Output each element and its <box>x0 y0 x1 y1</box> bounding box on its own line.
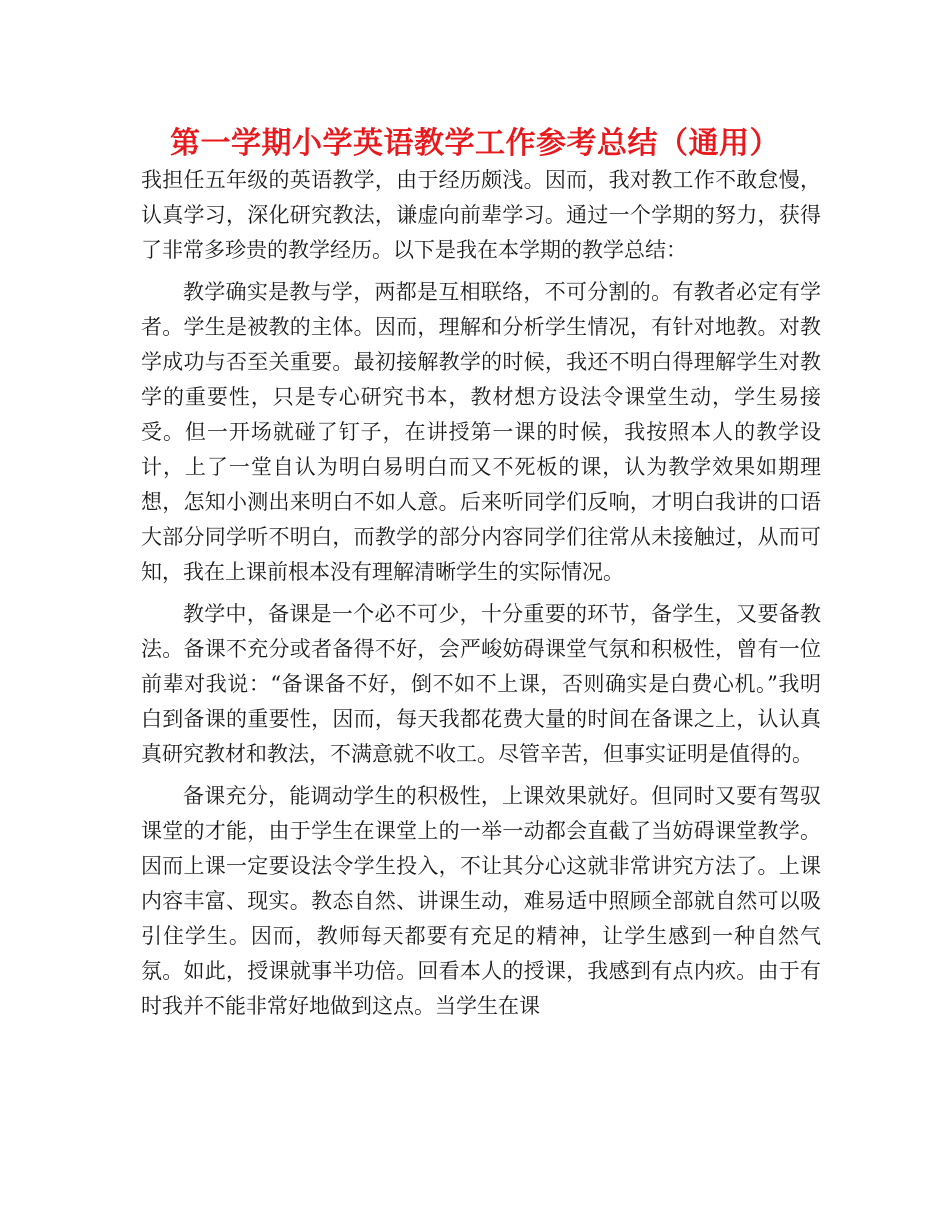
paragraph-lesson-preparation: 教学中，备课是一个必不可少，十分重要的环节，备学生，又要备教法。备课不充分或者备得不好，会严峻妨碍课堂气氛和积极性，曾有一位前辈对我说：“备课备不好，倒不如不上课，否则确实是白费心机。”我明白到备课的重要性，因而，每天我都花费大量的时间在备课之上，认认真真研究教材和教法，不满意就不收工。尽管辛苦，但事实证明是值得的。 <box>141 602 821 766</box>
document-title: 第一学期小学英语教学工作参考总结（通用） <box>170 126 780 161</box>
paragraph-intro: 我担任五年级的英语教学，由于经历颇浅。因而，我对教工作不敢怠慢，认真学习，深化研究教法，谦虚向前辈学习。通过一个学期的努力，获得了非常多珍贵的教学经历。以下是我在本学期的教学总结： <box>141 168 821 262</box>
paragraph-classroom-control: 备课充分，能调动学生的积极性，上课效果就好。但同时又要有驾驭课堂的才能，由于学生在课堂上的一举一动都会直截了当妨碍课堂教学。因而上课一定要设法令学生投入，不让其分心这就非常讲究方法了。上课内容丰富、现实。教态自然、讲课生动，难易适中照顾全部就自然可以吸引住学生。因而，教师每天都要有充足的精神，让学生感到一种自然气氛。如此，授课就事半功倍。回看本人的授课，我感到有点内疚。由于有时我并不能非常好地做到这点。当学生在课 <box>141 784 821 1018</box>
paragraph-teaching-and-learning: 教学确实是教与学，两都是互相联络，不可分割的。有教者必定有学者。学生是被教的主体。因而，理解和分析学生情况，有针对地教。对教学成功与否至关重要。最初接解教学的时候，我还不明白得理解学生对教学的重要性，只是专心研究书本，教材想方设法令课堂生动，学生易接受。但一开场就碰了钉子，在讲授第一课的时候，我按照本人的教学设计，上了一堂自认为明白易明白而又不死板的课，认为教学效果如期理想，怎知小测出来明白不如人意。后来听同学们反响，才明白我讲的口语大部分同学听不明白，而教学的部分内容同学们往常从未接触过，从而可知，我在上课前根本没有理解清晰学生的实际情况。 <box>141 280 821 584</box>
document-body <box>141 163 821 1031</box>
